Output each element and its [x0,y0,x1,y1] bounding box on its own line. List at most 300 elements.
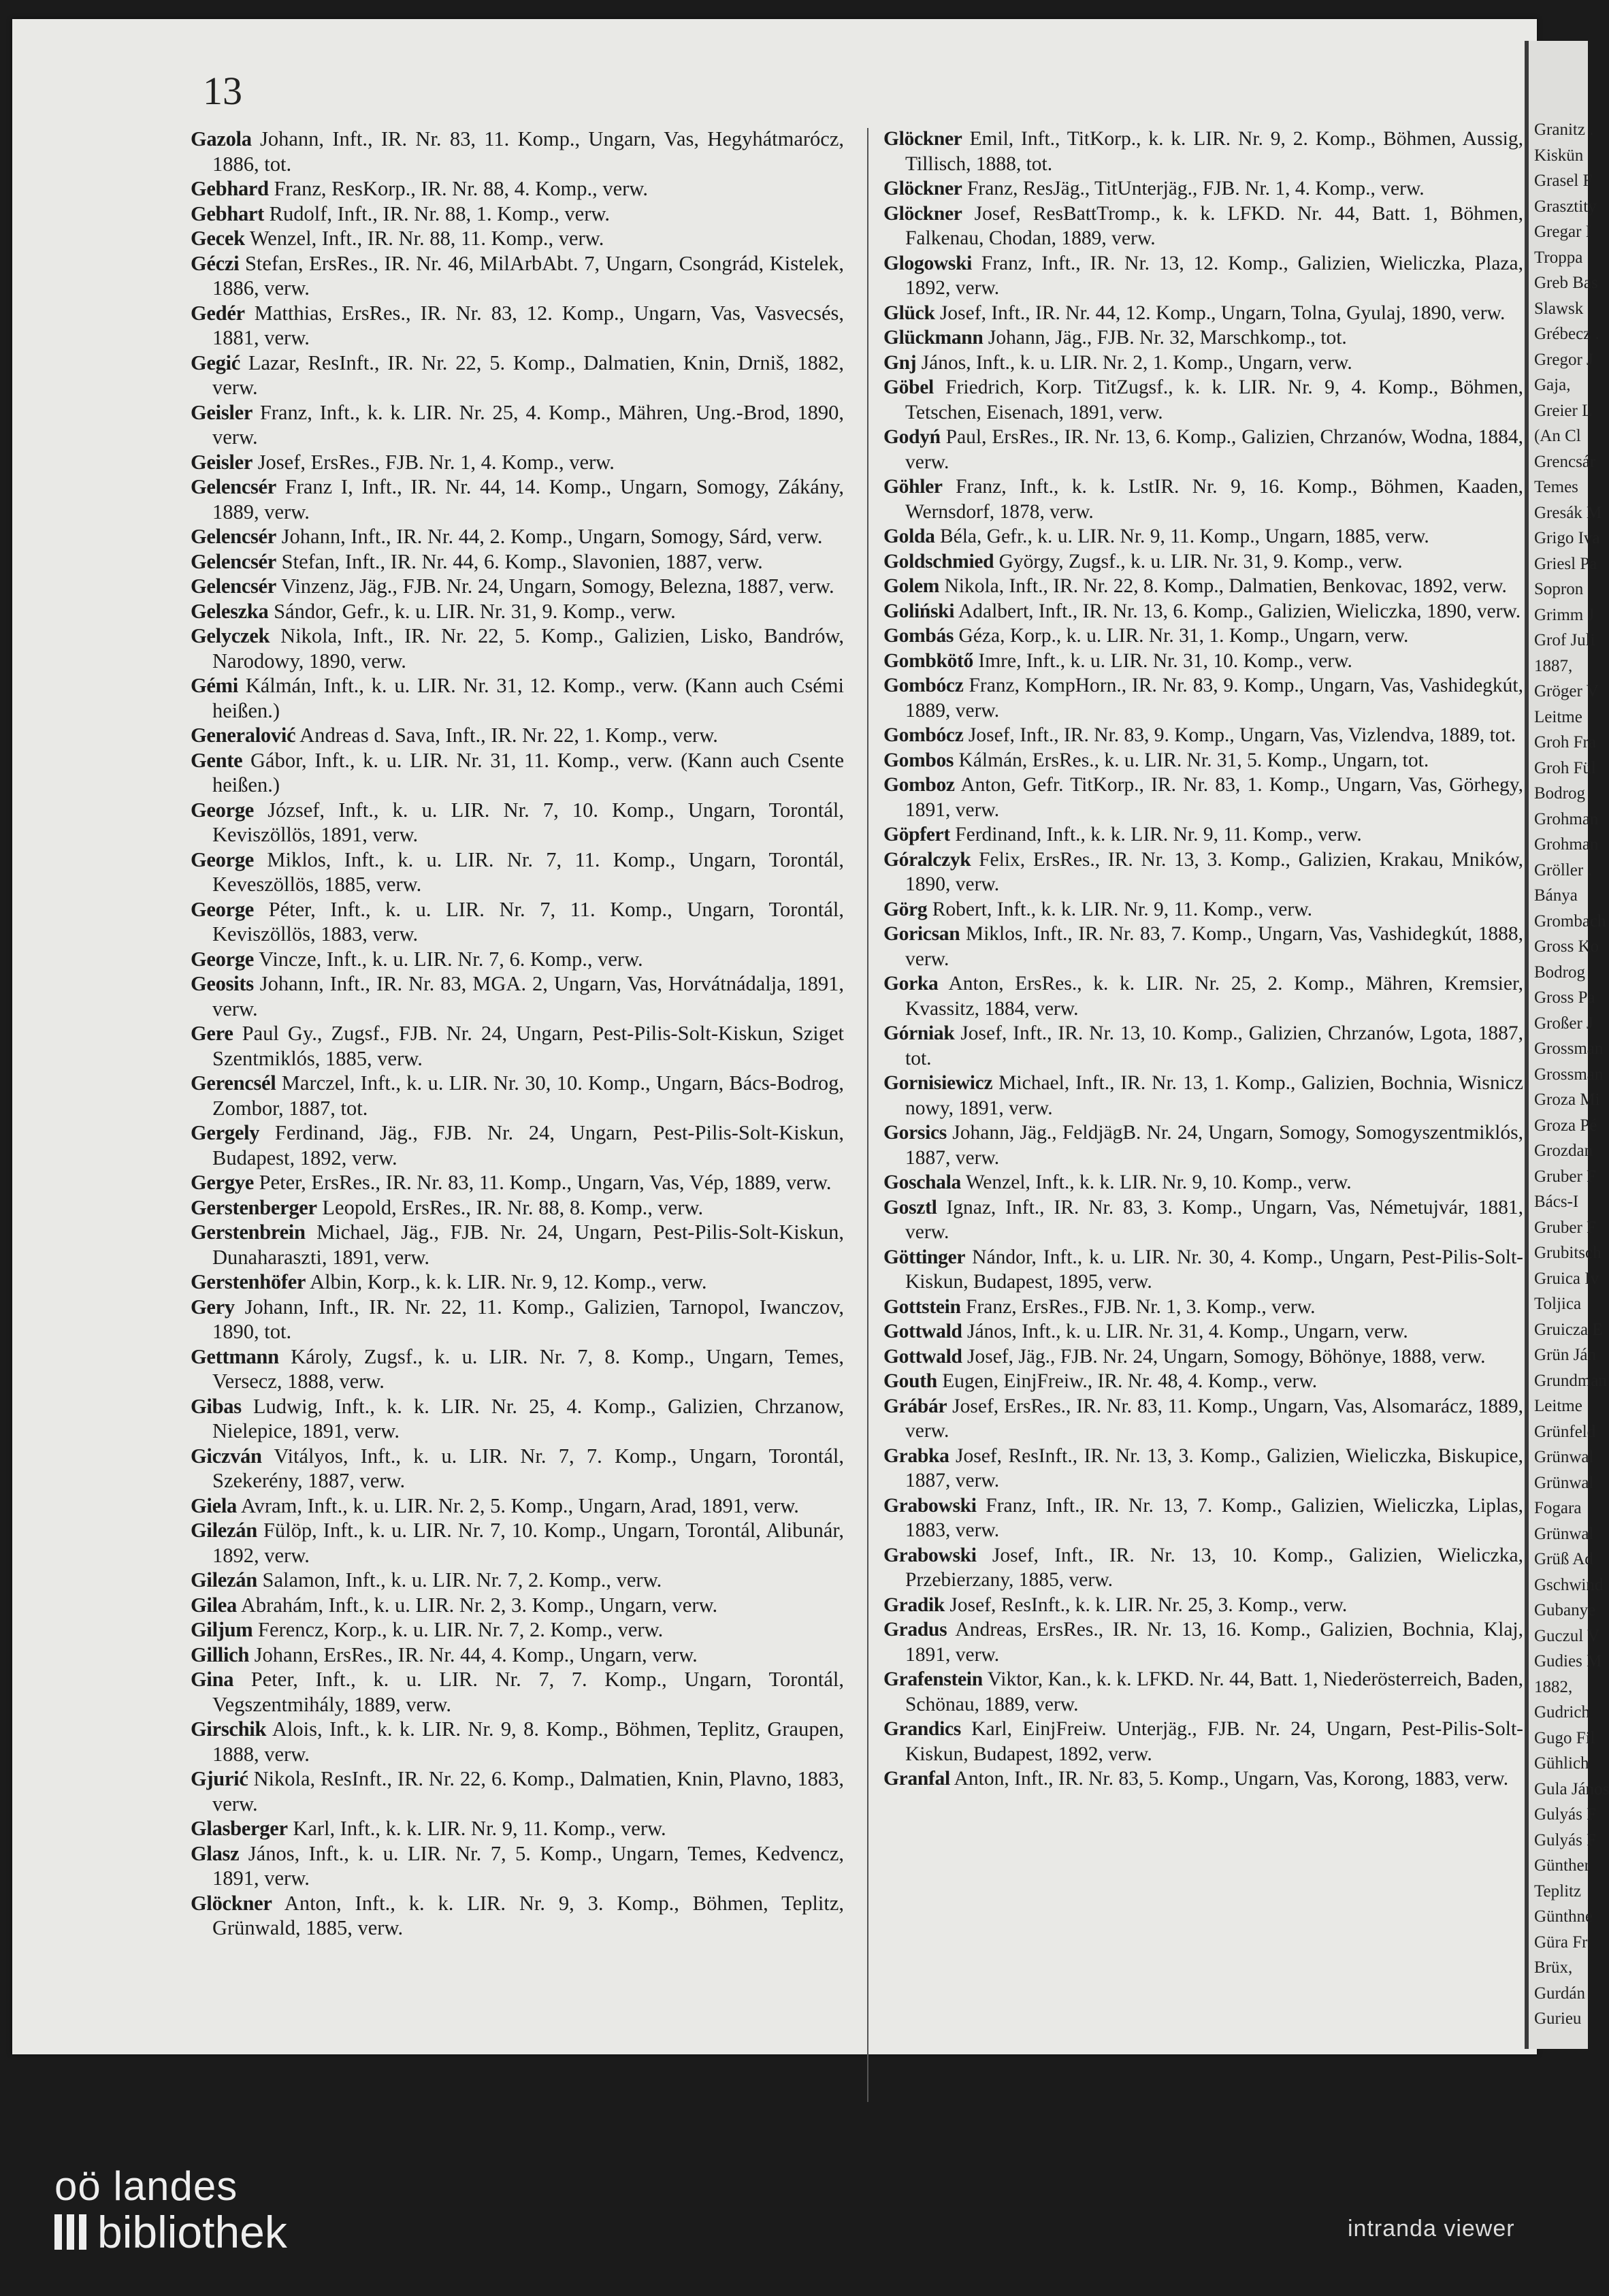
entry-surname: Glöckner [883,128,962,150]
entry-surname: Glöckner [883,202,962,225]
fragment-line: Brüx, [1534,1958,1573,1977]
fragment-line: Gröger V [1534,682,1599,700]
fragment-line: Gregor J [1534,350,1593,369]
list-item [883,474,1523,524]
entry-details: Imre, Inft., k. u. LIR. Nr. 31, 10. Komp., verw. [973,649,1352,672]
fragment-line: Günther [1534,1856,1590,1875]
list-item [883,971,1523,1021]
entry-details: Josef, Inft., IR. Nr. 83, 9. Komp., Ungarn, Vas, Vizlendva, 1889, tot. [963,724,1516,746]
entry-details: Rudolf, Inft., IR. Nr. 88, 1. Komp., verw. [264,201,611,225]
entry-surname: Gottwald [883,1345,962,1368]
entry-details: Josef, ResInft., k. k. LIR. Nr. 25, 3. Komp., verw. [945,1594,1348,1616]
list-item [191,1617,844,1643]
entry-surname: Gilea [191,1593,237,1617]
fragment-line: Groh Fül [1534,758,1596,777]
fragment-line: Grüß Ad [1534,1550,1593,1568]
entry-surname: Gina [191,1668,234,1691]
entry-surname: Grabka [883,1444,949,1467]
entry-details: Anton, Inft., k. k. LIR. Nr. 9, 3. Komp., Böhmen, Teplitz, Grünwald, 1885, verw. [212,1891,844,1939]
entry-details: Gábor, Inft., k. u. LIR. Nr. 31, 11. Komp., verw. (Kann auch Csente heißen.) [212,748,844,796]
entry-surname: George [191,847,255,871]
list-item [191,1394,844,1444]
fragment-line: Sopron [1534,580,1584,598]
entry-details: Matthias, ErsRes., IR. Nr. 83, 12. Komp., Ungarn, Vas, Vasvecsés, 1881, verw. [212,301,844,349]
entry-surname: Gedér [191,301,245,325]
entry-details: Josef, Jäg., FJB. Nr. 24, Ungarn, Somogy, Böhönye, 1888, verw. [962,1345,1486,1368]
entry-details: Johann, Inft., IR. Nr. 44, 2. Komp., Ungarn, Somogy, Sárd, verw. [276,525,823,548]
entry-surname: Goldschmied [883,550,994,572]
entry-surname: Goricsan [883,923,960,945]
entry-details: Leopold, ErsRes., IR. Nr. 88, 8. Komp., verw. [316,1195,704,1219]
entry-details: Peter, ErsRes., IR. Nr. 83, 11. Komp., Ungarn, Vas, Vép, 1889, verw. [254,1171,832,1194]
entry-surname: Golem [883,575,940,597]
viewer-label: intranda viewer [1348,2216,1515,2242]
entry-surname: Gery [191,1295,235,1319]
entry-details: Franz I, Inft., IR. Nr. 44, 14. Komp., Ungarn, Somogy, Zákány, 1889, verw. [212,475,844,523]
entry-surname: Gerstenbrein [191,1220,306,1244]
list-item [883,1170,1523,1195]
list-item [883,1617,1523,1667]
entry-surname: Granfal [883,1768,950,1790]
entry-details: Michael, Inft., IR. Nr. 13, 1. Komp., Galizien, Bochnia, Wisnicz nowy, 1891, verw. [905,1072,1523,1119]
entry-details: Géza, Korp., k. u. LIR. Nr. 31, 1. Komp., Ungarn, verw. [954,625,1409,647]
fragment-line: Gross Pa [1534,988,1595,1007]
list-item [191,897,844,947]
entry-details: Eugen, EinjFreiw., IR. Nr. 48, 4. Komp., verw. [937,1370,1318,1392]
entry-details: Johann, Jäg., FeldjägB. Nr. 24, Ungarn, Somogy, Somogyszentmiklós, 1887, verw. [905,1122,1523,1169]
entry-details: Wenzel, Inft., k. k. LIR. Nr. 9, 10. Komp., verw. [960,1171,1352,1193]
fragment-line: Großer J [1534,1014,1593,1033]
entry-surname: Giela [191,1493,237,1517]
list-item [191,971,844,1021]
entry-details: Stefan, ErsRes., IR. Nr. 46, MilArbAbt. 7, Ungarn, Csongrád, Kistelek, 1886, verw. [212,251,844,300]
entry-surname: Gente [191,748,243,772]
entry-surname: Glogowski [883,252,973,274]
entry-surname: Gelyczek [191,624,270,647]
list-item [883,1344,1523,1370]
entry-surname: Gottstein [883,1295,961,1318]
entry-details: Avram, Inft., k. u. LIR. Nr. 2, 5. Komp., Ungarn, Arad, 1891, verw. [236,1493,799,1517]
entry-surname: Golda [883,526,935,547]
fragment-line: Leitme [1534,1397,1582,1415]
list-item [883,127,1523,176]
entry-details: János, Inft., k. u. LIR. Nr. 2, 1. Komp., Ungarn, verw. [916,351,1352,374]
entry-surname: Gecek [191,227,245,250]
list-item [191,1667,844,1717]
list-item [191,226,844,251]
list-item [191,624,844,673]
entry-details: Salamon, Inft., k. u. LIR. Nr. 7, 2. Komp., verw. [257,1568,662,1591]
entry-details: Friedrich, Korp. TitZugsf., k. k. LIR. Nr. 9, 4. Komp., Böhmen, Tetschen, Eisenach, 1891, verw. [905,376,1523,423]
entry-details: Josef, ErsRes., FJB. Nr. 1, 4. Komp., verw. [253,450,615,474]
fragment-line: Grohman [1534,835,1599,854]
list-item [191,1891,844,1941]
entry-surname: Gombás [883,625,954,647]
fragment-line: Gruber F [1534,1167,1596,1186]
entry-details: Miklos, Inft., k. u. LIR. Nr. 7, 11. Komp., Ungarn, Torontál, Keveszöllös, 1885, verw. [212,847,844,896]
fragment-line: Fogara [1534,1499,1582,1517]
list-item [191,673,844,723]
list-item [191,1270,844,1295]
entry-details: Johann, Inft., IR. Nr. 83, 11. Komp., Ungarn, Vas, Hegyhátmarócz, 1886, tot. [212,127,844,176]
fragment-line: Grossman [1534,1065,1604,1084]
fragment-line: Grasel F [1534,172,1593,190]
entry-surname: Godyń [883,426,941,448]
fragment-line: Grünwal [1534,1524,1594,1543]
entry-details: Viktor, Kan., k. k. LFKD. Nr. 44, Batt. 1, Niederösterreich, Baden, Schönau, 1889, verw. [905,1668,1523,1715]
fragment-line: Grünwal [1534,1473,1594,1492]
entry-surname: Gerstenhöfer [191,1270,306,1293]
list-item [191,127,844,176]
entry-surname: Gnj [883,351,917,374]
entry-details: Karl, Inft., k. k. LIR. Nr. 9, 11. Komp., verw. [287,1817,666,1840]
fragment-line: Gudies M [1534,1652,1602,1670]
entry-details: Josef, ResInft., IR. Nr. 13, 3. Komp., Galizien, Wieliczka, Biskupice, 1887, verw. [905,1444,1523,1491]
list-item [191,1220,844,1270]
fragment-line: Gurieu [1534,2009,1582,2028]
entry-surname: Goliński [883,600,955,622]
entry-surname: Gornisiewicz [883,1072,993,1094]
entry-surname: Görg [883,898,928,920]
logo-line-1: oö landes [54,2163,238,2209]
entry-surname: Gibas [191,1394,242,1418]
entry-details: Emil, Inft., TitKorp., k. k. LIR. Nr. 9, 2. Komp., Böhmen, Aussig, Tillisch, 1888, tot. [905,128,1523,175]
entry-surname: Grandics [883,1718,961,1740]
entry-surname: Geisler [191,400,253,424]
entry-details: Adalbert, Inft., IR. Nr. 13, 6. Komp., Galizien, Wieliczka, 1890, verw. [954,600,1521,622]
entry-details: Josef, ErsRes., IR. Nr. 83, 11. Komp., Ungarn, Vas, Alsomarácz, 1889, verw. [905,1395,1523,1442]
list-item [883,176,1523,201]
list-item [883,624,1523,649]
entry-surname: Glöckner [883,178,962,199]
fragment-line: Grün Ján [1534,1346,1596,1364]
list-item [191,1170,844,1195]
entry-surname: Gombkötő [883,649,974,672]
list-item [191,549,844,575]
entry-surname: Górniak [883,1022,955,1044]
entry-surname: Gelencsér [191,475,277,498]
fragment-line: Grohman [1534,809,1599,828]
entry-details: Anton, Inft., IR. Nr. 83, 5. Komp., Ungarn, Vas, Korong, 1883, verw. [949,1768,1509,1790]
entry-details: Franz, Inft., IR. Nr. 13, 12. Komp., Galizien, Wieliczka, Plaza, 1892, verw. [905,252,1523,299]
fragment-line: Grombach [1534,911,1606,931]
entry-surname: Gebhard [191,177,269,200]
entry-details: Franz, KompHorn., IR. Nr. 83, 9. Komp., Ungarn, Vas, Vashidegkút, 1889, verw. [905,675,1523,722]
list-item [883,251,1523,301]
fragment-line: Gresák M [1534,503,1602,522]
fragment-line: Gubanye [1534,1601,1596,1619]
fragment-line: Gruber F [1534,1218,1596,1237]
entry-surname: Geosits [191,972,254,995]
fragment-line: Grundman [1534,1371,1607,1390]
entry-details: Stefan, Inft., IR. Nr. 44, 6. Komp., Slavonien, 1887, verw. [276,549,763,573]
fragment-line: Slawsk [1534,299,1584,318]
list-item [191,1021,844,1071]
entry-details: Karl, EinjFreiw. Unterjäg., FJB. Nr. 24, Ungarn, Pest-Pilis-Solt-Kiskun, Budapest, 1892, verw. [905,1718,1523,1765]
entry-surname: George [191,897,255,921]
fragment-line: Troppa [1534,248,1583,267]
entry-details: Michael, Jäg., FJB. Nr. 24, Ungarn, Pest-Pilis-Solt-Kiskun, Dunaharaszti, 1891, verw. [212,1220,844,1269]
fragment-line: Groza Mi [1534,1090,1600,1109]
entry-details: Miklos, Inft., IR. Nr. 83, 7. Komp., Ungarn, Vas, Vashidegkút, 1888, verw. [905,923,1523,970]
list-item [883,1245,1523,1295]
entry-surname: Géczi [191,251,240,275]
entry-details: Kálmán, ErsRes., k. u. LIR. Nr. 31, 5. Komp., Ungarn, tot. [954,749,1429,771]
fragment-line: Güra Fr [1534,1933,1588,1952]
entry-surname: Gelencsér [191,575,277,598]
entry-details: Josef, ResBattTromp., k. k. LFKD. Nr. 44, Batt. 1, Böhmen, Falkenau, Chodan, 1889, verw. [905,202,1523,249]
entry-surname: Gegić [191,351,241,374]
list-item [191,1493,844,1519]
list-item [191,1766,844,1816]
entry-surname: Gosztl [883,1196,937,1218]
list-item [191,201,844,227]
fragment-line: Grünfeld [1534,1422,1596,1441]
right-column [883,127,1523,1792]
entry-surname: Gombócz [883,675,964,696]
fragment-line: Gross Ko [1534,937,1599,956]
list-item [883,723,1523,748]
entry-surname: Giczván [191,1444,262,1468]
entry-details: Anton, Gefr. TitKorp., IR. Nr. 83, 1. Komp., Ungarn, Vas, Görhegy, 1891, verw. [905,774,1523,821]
entry-details: Peter, Inft., k. u. LIR. Nr. 7, 7. Komp., Ungarn, Torontál, Vegszentmihály, 1889, verw. [212,1668,844,1716]
list-item [191,176,844,201]
list-item [883,599,1523,624]
list-item [191,400,844,450]
list-item [883,301,1523,326]
list-item [191,1071,844,1120]
entry-details: Franz, ResKorp., IR. Nr. 88, 4. Komp., verw. [268,177,648,200]
fragment-line: Gruicza E [1534,1320,1603,1339]
fragment-line: Greb Bas [1534,274,1598,292]
list-item [883,673,1523,723]
list-item [191,1195,844,1220]
fragment-line: Bács-I [1534,1193,1579,1211]
entry-surname: Gilezán [191,1568,257,1591]
fragment-line: Grigo Iva [1534,529,1600,547]
entry-details: Paul, ErsRes., IR. Nr. 13, 6. Komp., Galizien, Chrzanów, Wodna, 1884, verw. [905,426,1523,473]
logo-line-2: bibliothek [97,2207,287,2257]
entry-details: Andreas d. Sava, Inft., IR. Nr. 22, 1. Komp., verw. [295,724,718,747]
entry-surname: Glück [883,302,935,324]
list-item [191,1518,844,1568]
entry-details: Nikola, Inft., IR. Nr. 22, 8. Komp., Dalmatien, Benkovac, 1892, verw. [939,575,1507,597]
entry-details: Ferdinand, Jäg., FJB. Nr. 24, Ungarn, Pest-Pilis-Solt-Kiskun, Budapest, 1892, verw. [212,1121,844,1169]
entry-details: Franz, ResJäg., TitUnterjäg., FJB. Nr. 1, 4. Komp., verw. [962,178,1425,199]
fragment-line: Gulyás F [1534,1805,1596,1824]
left-column [191,127,844,1941]
entry-surname: Girschik [191,1717,267,1741]
list-item [883,1071,1523,1120]
entry-surname: Gottwald [883,1321,962,1342]
entry-surname: Gebhart [191,201,265,225]
entry-details: Alois, Inft., k. k. LIR. Nr. 9, 8. Komp., Böhmen, Teplitz, Graupen, 1888, verw. [212,1717,844,1766]
fragment-line: Bodrog [1534,784,1585,803]
entry-surname: Giljum [191,1618,253,1641]
entry-details: Péter, Inft., k. u. LIR. Nr. 7, 11. Komp., Ungarn, Torontál, Keviszöllös, 1883, verw. [212,897,844,945]
fragment-line: Gudrich [1534,1703,1590,1721]
entry-details: Franz, Inft., IR. Nr. 13, 7. Komp., Galizien, Wieliczka, Liplas, 1883, verw. [905,1494,1523,1541]
entry-surname: Gilezán [191,1519,257,1542]
fragment-line: Kiskün [1534,146,1584,165]
fragment-line: (An Cl [1534,427,1581,445]
entry-surname: Gergye [191,1171,255,1194]
entry-surname: Góralczyk [883,848,971,871]
list-item [883,1195,1523,1245]
list-item [883,1543,1523,1593]
fragment-line: Guczul V [1534,1626,1600,1645]
fragment-line: Gregar I [1534,223,1591,241]
list-item [191,798,844,847]
entry-details: János, Inft., k. u. LIR. Nr. 7, 5. Komp., Ungarn, Temes, Kedvencz, 1891, verw. [212,1841,844,1890]
entry-details: Nikola, Inft., IR. Nr. 22, 5. Komp., Galizien, Lisko, Bandrów, Narodowy, 1890, verw. [212,624,844,673]
fragment-line: Griesl Pa [1534,554,1597,573]
list-item [191,1816,844,1841]
fragment-line: Gugo Fil [1534,1728,1595,1747]
fragment-line: Gruica Iv [1534,1269,1599,1288]
entry-details: Franz, Inft., k. k. LstIR. Nr. 9, 16. Komp., Böhmen, Kaaden, Wernsdorf, 1878, verw. [905,476,1523,523]
entry-surname: Grafenstein [883,1668,983,1690]
entry-surname: Glasberger [191,1817,288,1840]
list-item [883,1444,1523,1493]
entry-surname: Geisler [191,450,253,474]
logo-line-2-row [54,2208,287,2256]
list-item [883,1021,1523,1071]
entry-details: Kálmán, Inft., k. u. LIR. Nr. 31, 12. Komp., verw. (Kann auch Csémi heißen.) [212,674,844,722]
entry-surname: Goschala [883,1171,961,1193]
entry-surname: George [191,947,255,971]
entry-surname: Gradus [883,1619,947,1640]
list-item [191,1643,844,1668]
entry-details: Ignaz, Inft., IR. Nr. 83, 3. Komp., Ungarn, Vas, Németujvár, 1881, verw. [905,1196,1523,1243]
entry-surname: Grabowski [883,1544,977,1566]
list-item [883,325,1523,351]
list-item [191,1841,844,1891]
list-item [883,549,1523,575]
page-number: 13 [203,69,242,113]
entry-surname: Gradik [883,1594,945,1616]
list-item [191,251,844,301]
entry-surname: Geleszka [191,599,269,623]
entry-details: János, Inft., k. u. LIR. Nr. 31, 4. Komp., Ungarn, verw. [962,1321,1408,1342]
list-item [883,897,1523,922]
list-item [191,1444,844,1493]
entry-surname: Grabowski [883,1494,977,1517]
entry-details: Johann, ErsRes., IR. Nr. 44, 4. Komp., Ungarn, verw. [249,1643,698,1666]
entry-details: Ferdinand, Inft., k. k. LIR. Nr. 9, 11. Komp., verw. [949,824,1362,845]
list-item [883,822,1523,847]
list-item [883,748,1523,773]
fragment-line: Grimm J [1534,605,1595,624]
entry-surname: George [191,798,255,822]
fragment-line: Toljica [1534,1295,1582,1313]
entry-details: Fülöp, Inft., k. u. LIR. Nr. 7, 10. Komp., Ungarn, Torontál, Alibunár, 1892, verw. [212,1519,844,1567]
list-item [883,375,1523,425]
entry-surname: Gergely [191,1121,260,1144]
fragment-line: Gulyás F [1534,1830,1596,1849]
list-item [883,574,1523,599]
entry-details: József, Inft., k. u. LIR. Nr. 7, 10. Komp., Ungarn, Torontál, Keviszöllös, 1891, verw. [212,798,844,846]
list-item [883,922,1523,971]
entry-details: Anton, ErsRes., k. k. LIR. Nr. 25, 2. Komp., Mähren, Kremsier, Kvassitz, 1884, verw. [905,973,1523,1020]
fragment-line: Grébecz . [1534,325,1599,343]
entry-details: Ferencz, Korp., k. u. LIR. Nr. 7, 2. Komp., verw. [253,1618,664,1641]
entry-surname: Göpfert [883,824,950,845]
library-logo[interactable] [54,2165,287,2256]
entry-surname: Glöckner [191,1891,272,1915]
list-item [191,1593,844,1618]
list-item [883,1766,1523,1792]
fragment-line: Grubitsch [1534,1244,1602,1262]
fragment-line: Grasztity [1534,197,1597,216]
fragment-line: Leitme [1534,707,1582,726]
fragment-line: Groza Pé [1534,1116,1597,1135]
list-item [191,748,844,798]
list-item [883,1120,1523,1170]
list-item [191,1344,844,1394]
entry-details: Wenzel, Inft., IR. Nr. 88, 11. Komp., verw. [244,227,604,250]
entry-surname: Gelencsér [191,525,277,548]
list-item [191,474,844,524]
entry-surname: Gillich [191,1643,250,1666]
fragment-line: Bodrog [1534,963,1585,982]
list-item [883,425,1523,474]
entry-surname: Glückmann [883,327,984,349]
list-item [883,1717,1523,1766]
entry-surname: Generalović [191,724,296,747]
list-item [191,1295,844,1344]
entry-details: Vitályos, Inft., k. u. LIR. Nr. 7, 7. Komp., Ungarn, Torontál, Szekerény, 1887, verw. [212,1444,844,1492]
list-item [883,1369,1523,1394]
list-item [191,301,844,351]
entry-surname: Gorsics [883,1122,947,1144]
fragment-line: Teplitz [1534,1881,1582,1901]
list-item [191,847,844,897]
entry-details: Albin, Korp., k. k. LIR. Nr. 9, 12. Komp., verw. [306,1270,707,1293]
entry-details: Paul Gy., Zugsf., FJB. Nr. 24, Ungarn, Pest-Pilis-Solt-Kiskun, Sziget Szentmiklós, 1885, verw. [212,1022,844,1070]
entry-surname: Gémi [191,674,238,697]
list-item [883,1319,1523,1344]
entry-details: Robert, Inft., k. k. LIR. Nr. 9, 11. Komp., verw. [927,898,1312,920]
entry-surname: Göttinger [883,1246,966,1268]
entry-details: Josef, Inft., IR. Nr. 13, 10. Komp., Galizien, Chrzanów, Lgota, 1887, tot. [905,1022,1523,1069]
entry-details: Sándor, Gefr., k. u. LIR. Nr. 31, 9. Komp., verw. [268,599,676,623]
entry-surname: Gouth [883,1370,937,1392]
list-item [883,1394,1523,1444]
list-item [883,847,1523,897]
entry-surname: Grábár [883,1395,947,1417]
entry-surname: Gerstenberger [191,1195,317,1219]
entry-details: Franz, Inft., k. k. LIR. Nr. 25, 4. Komp., Mähren, Ung.-Brod, 1890, verw. [212,400,844,449]
column-divider [867,128,868,2102]
entry-surname: Gazola [191,127,252,150]
entry-details: Franz, ErsRes., FJB. Nr. 1, 3. Komp., verw. [960,1295,1316,1318]
scanned-page [12,19,1537,2054]
entry-surname: Göbel [883,376,934,398]
list-item [191,723,844,748]
fragment-line: Grof Juli [1534,631,1595,649]
fragment-line: Gurdán [1534,1984,1585,2003]
entry-surname: Gjurić [191,1767,248,1790]
fragment-line: Bánya [1534,886,1578,905]
list-item [191,947,844,972]
list-item [883,1295,1523,1320]
entry-details: Vinzenz, Jäg., FJB. Nr. 24, Ungarn, Somogy, Belezna, 1887, verw. [276,575,834,598]
list-item [191,1568,844,1593]
entry-details: Felix, ErsRes., IR. Nr. 13, 3. Komp., Galizien, Krakau, Mników, 1890, verw. [905,848,1523,895]
entry-surname: Gerencsél [191,1071,276,1095]
fragment-line: Grünwal [1534,1448,1594,1466]
